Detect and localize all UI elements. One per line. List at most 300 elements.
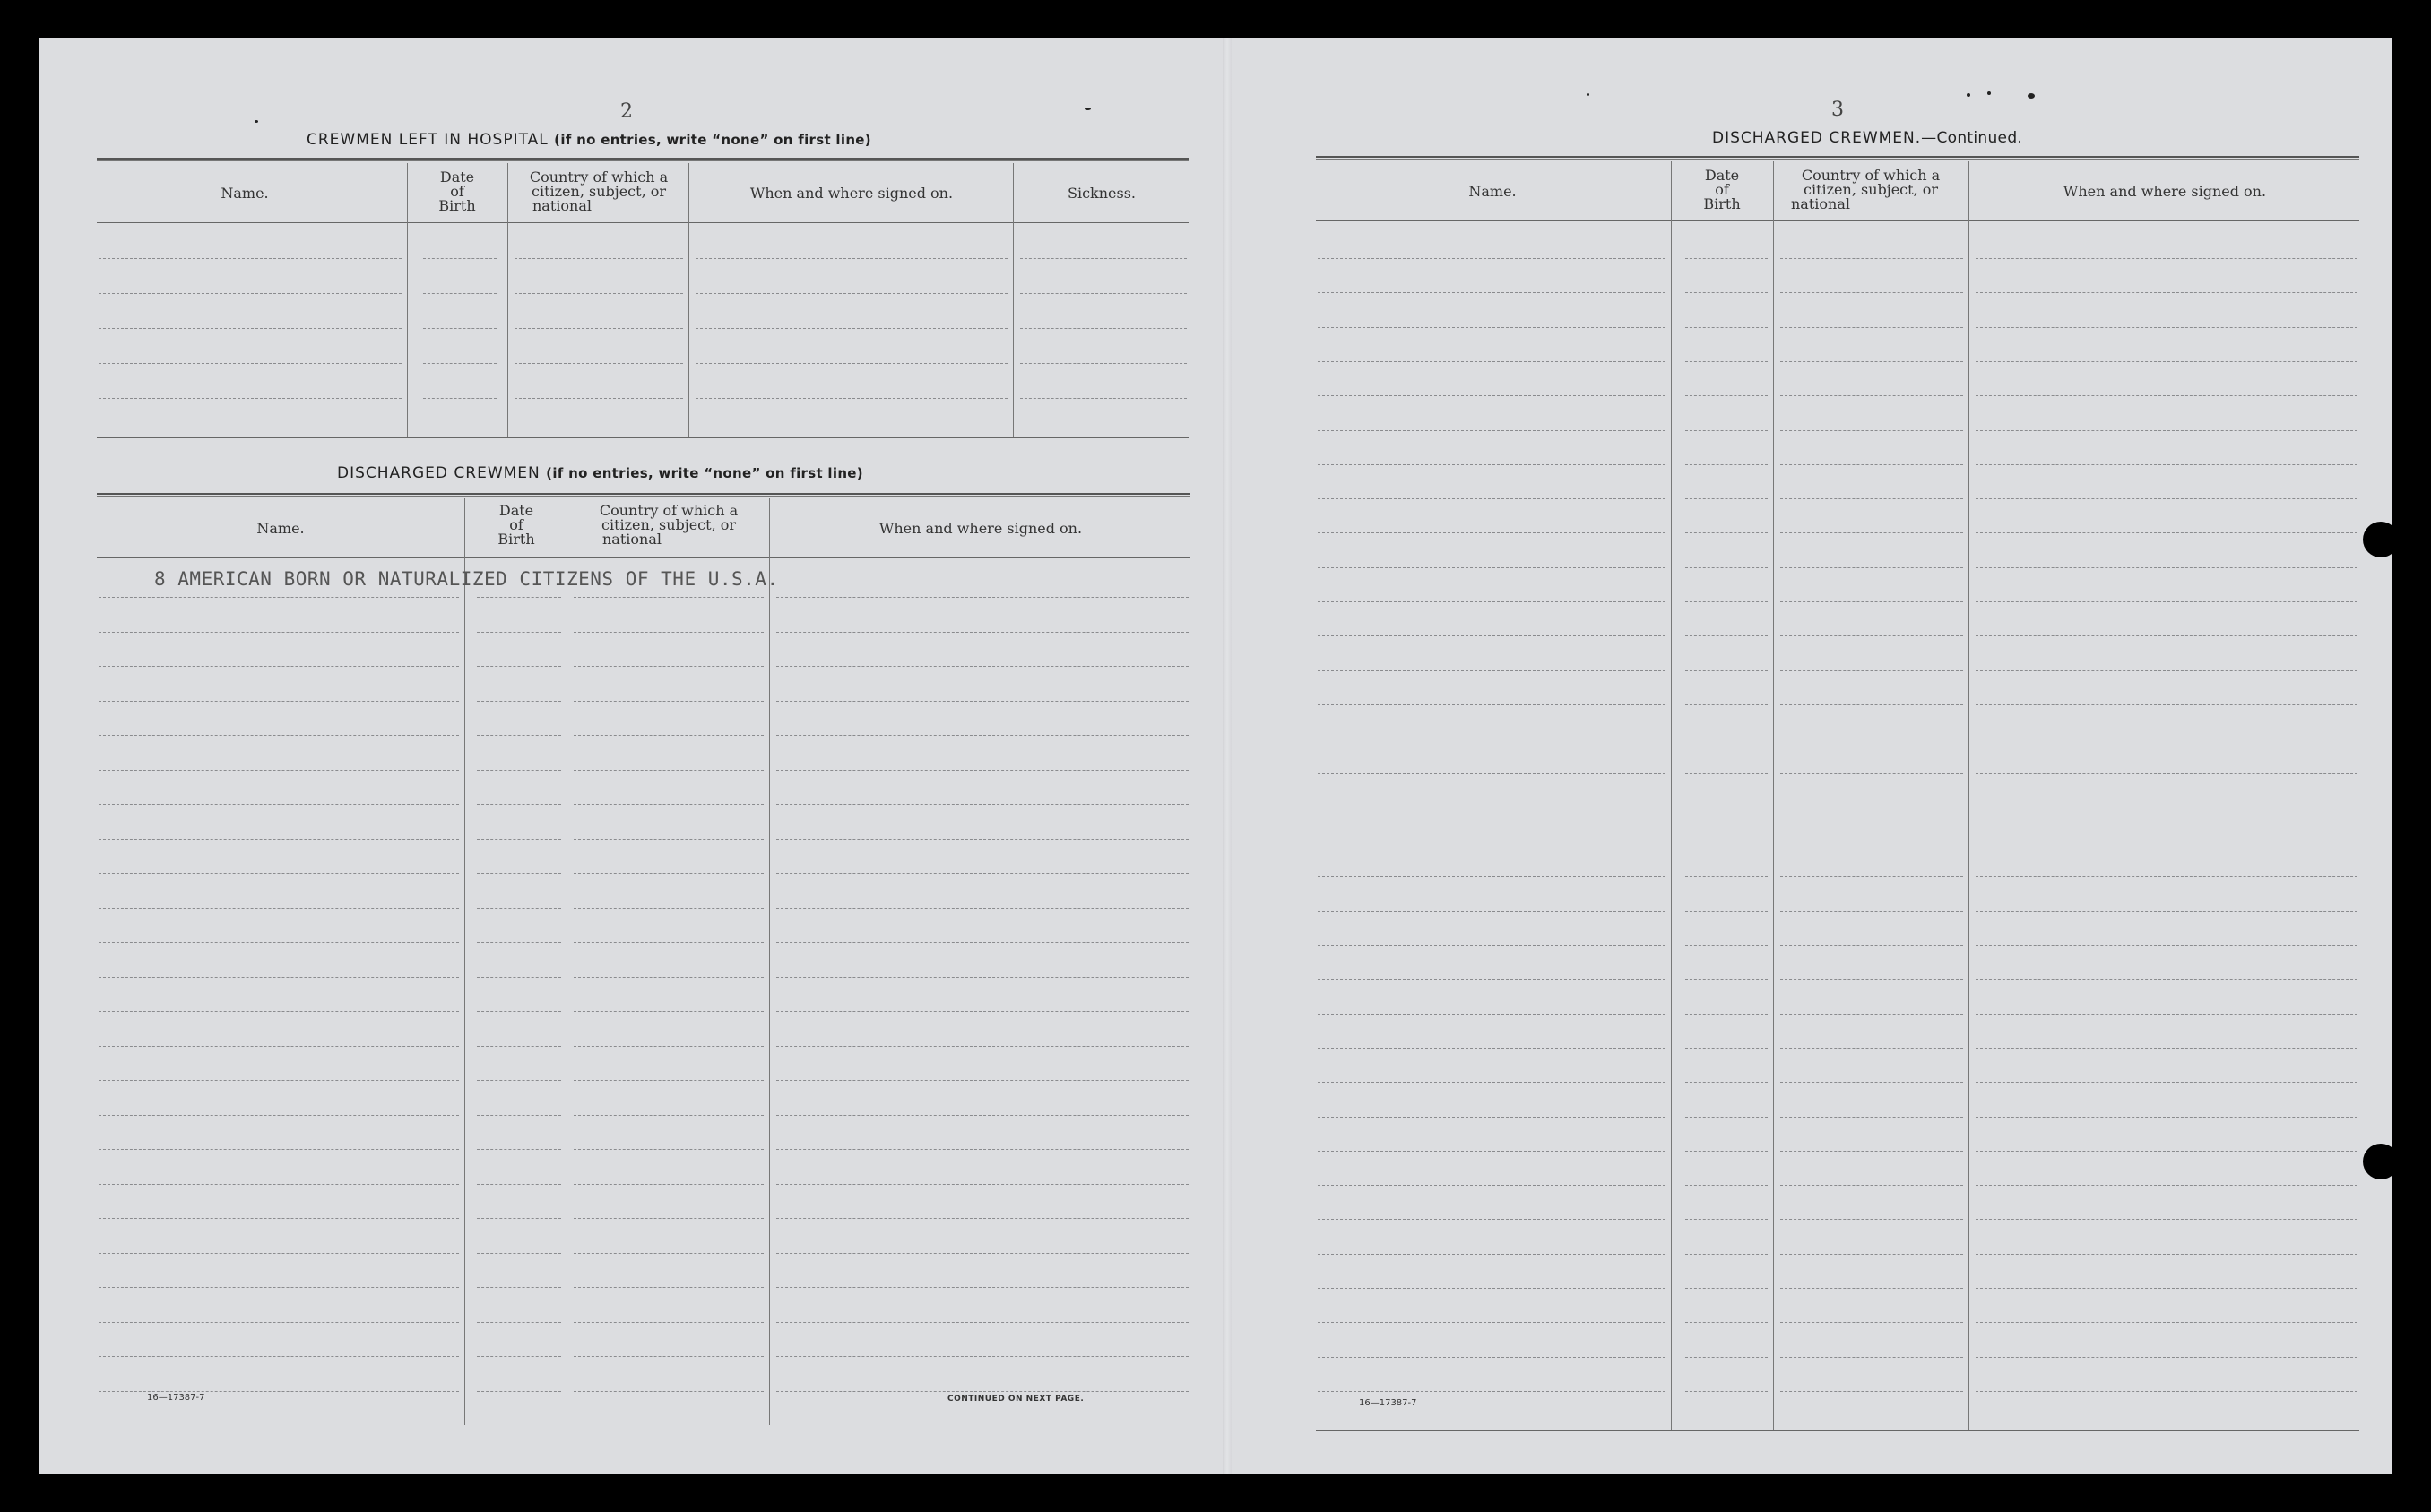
entry-line <box>1685 567 1768 568</box>
hdr-line: of <box>509 516 523 533</box>
entry-line <box>477 770 561 771</box>
page-number: 2 <box>620 100 633 123</box>
entry-line <box>776 666 1189 667</box>
entry-line <box>1780 498 1963 499</box>
entry-line <box>1685 876 1768 877</box>
column-divider <box>1671 161 1672 1430</box>
hdr-line: of <box>450 183 464 200</box>
entry-line <box>477 1080 561 1081</box>
entry-line <box>477 977 561 978</box>
hdr-line: Country of which a <box>529 168 669 186</box>
entry-line <box>1976 532 2357 533</box>
entry-line <box>1780 292 1963 293</box>
entry-line <box>1780 1185 1963 1186</box>
entry-line <box>1685 1219 1768 1220</box>
entry-line <box>776 942 1189 943</box>
column-divider <box>688 163 689 437</box>
entry-line <box>1685 670 1768 671</box>
entry-line <box>776 735 1189 736</box>
column-divider <box>507 163 508 437</box>
entry-line <box>1318 395 1665 396</box>
entry-line <box>1318 430 1665 431</box>
entry-line <box>1685 979 1768 980</box>
entry-line <box>477 942 561 943</box>
typed-entry: 8 AMERICAN BORN OR NATURALIZED CITIZENS OF THE U.S.A. <box>154 568 779 590</box>
entry-line <box>1020 258 1187 259</box>
entry-line <box>99 873 459 874</box>
entry-line <box>574 1184 764 1185</box>
entry-line <box>1318 1322 1665 1323</box>
entry-line <box>1780 430 1963 431</box>
entry-line <box>1020 398 1187 399</box>
entry-line <box>1318 635 1665 636</box>
entry-line <box>1318 670 1665 671</box>
entry-line <box>477 1253 561 1254</box>
entry-line <box>1318 498 1665 499</box>
hdr-line: Birth <box>438 197 476 214</box>
entry-line <box>1780 601 1963 602</box>
entry-line <box>776 908 1189 909</box>
entry-line <box>99 632 459 633</box>
right-section-title <box>1712 129 2022 147</box>
discharged-title-note: (if no entries, write “none” on first line) <box>546 465 863 481</box>
entry-line <box>1685 361 1768 362</box>
entry-line <box>1685 1151 1768 1152</box>
entry-line <box>1976 498 2357 499</box>
entry-line <box>574 839 764 840</box>
entry-line <box>477 666 561 667</box>
entry-line <box>776 1356 1189 1357</box>
discharged-col-signed: When and where signed on. <box>878 520 1083 537</box>
entry-line <box>1318 911 1665 912</box>
right-page <box>1232 38 2392 1474</box>
entry-line <box>1780 1357 1963 1358</box>
scan-speck <box>1987 91 1991 95</box>
entry-line <box>99 293 402 294</box>
entry-line <box>99 1046 459 1047</box>
entry-line <box>1685 1117 1768 1118</box>
entry-line <box>1976 773 2357 774</box>
discharged-top-rule <box>97 493 1190 497</box>
scan-speck <box>255 120 258 123</box>
page-number: 3 <box>1831 99 1844 121</box>
entry-line <box>776 1287 1189 1288</box>
entry-line <box>574 1011 764 1012</box>
entry-line <box>99 1011 459 1012</box>
entry-line <box>99 1356 459 1357</box>
entry-line <box>776 1391 1189 1392</box>
right-bottom-rule <box>1316 1430 2359 1431</box>
hospital-col-name: Name. <box>221 185 269 202</box>
hdr-line: of <box>1715 181 1729 198</box>
entry-line <box>477 839 561 840</box>
entry-line <box>1318 704 1665 705</box>
entry-line <box>1976 670 2357 671</box>
entry-line <box>1780 773 1963 774</box>
discharged-header-rule <box>97 557 1190 558</box>
entry-line <box>99 1253 459 1254</box>
entry-line <box>1780 979 1963 980</box>
entry-line <box>99 908 459 909</box>
entry-line <box>1020 328 1187 329</box>
entry-line <box>99 1322 459 1323</box>
entry-line <box>776 1184 1189 1185</box>
entry-line <box>1318 292 1665 293</box>
entry-line <box>99 977 459 978</box>
entry-line <box>1318 773 1665 774</box>
hdr-line: national <box>532 197 592 214</box>
entry-line <box>1318 1048 1665 1049</box>
entry-line <box>1780 1391 1963 1392</box>
entry-line <box>1685 395 1768 396</box>
entry-line <box>477 1011 561 1012</box>
discharged-col-country <box>568 504 769 547</box>
hospital-title-note: (if no entries, write “none” on first line) <box>554 132 871 148</box>
entry-line <box>477 632 561 633</box>
entry-line <box>99 942 459 943</box>
discharged-col-name: Name. <box>256 520 305 537</box>
entry-line <box>574 770 764 771</box>
entry-line <box>1976 1322 2357 1323</box>
entry-line <box>574 1218 764 1219</box>
hospital-section-title <box>307 131 871 149</box>
entry-line <box>1318 945 1665 946</box>
punch-hole <box>2363 1144 2399 1179</box>
scanned-document <box>39 38 2392 1474</box>
entry-line <box>574 1253 764 1254</box>
entry-line <box>574 1322 764 1323</box>
hdr-line: Birth <box>497 531 535 548</box>
entry-line <box>776 1080 1189 1081</box>
hdr-line: Date <box>439 168 475 186</box>
hdr-line: Country of which a <box>599 502 739 519</box>
entry-line <box>1780 1082 1963 1083</box>
entry-line <box>423 258 497 259</box>
entry-line <box>99 328 402 329</box>
entry-line <box>1318 1254 1665 1255</box>
entry-line <box>99 1391 459 1392</box>
entry-line <box>574 804 764 805</box>
entry-line <box>1976 1014 2357 1015</box>
entry-line <box>776 770 1189 771</box>
column-divider <box>1968 161 1969 1430</box>
entry-line <box>1976 395 2357 396</box>
entry-line <box>1780 1288 1963 1289</box>
discharged-section-title <box>337 464 863 482</box>
entry-line <box>1976 361 2357 362</box>
column-divider <box>407 163 408 437</box>
entry-line <box>99 597 459 598</box>
scan-speck <box>1085 108 1091 110</box>
entry-line <box>1976 601 2357 602</box>
left-page <box>39 38 1232 1474</box>
entry-line <box>1976 430 2357 431</box>
entry-line <box>1976 1219 2357 1220</box>
entry-line <box>99 701 459 702</box>
entry-line <box>1685 292 1768 293</box>
entry-line <box>1685 1322 1768 1323</box>
form-number: 16—17387-7 <box>1359 1398 1417 1408</box>
entry-line <box>776 1253 1189 1254</box>
entry-line <box>574 1080 764 1081</box>
entry-line <box>1976 464 2357 465</box>
entry-line <box>477 597 561 598</box>
entry-line <box>1318 1151 1665 1152</box>
entry-line <box>1318 1082 1665 1083</box>
entry-line <box>776 1115 1189 1116</box>
entry-line <box>776 1149 1189 1150</box>
punch-hole <box>2363 522 2399 557</box>
entry-line <box>99 1218 459 1219</box>
entry-line <box>1780 670 1963 671</box>
hospital-top-rule <box>97 158 1189 161</box>
continued-note: CONTINUED ON NEXT PAGE. <box>947 1395 1085 1404</box>
entry-line <box>99 804 459 805</box>
entry-line <box>1318 1357 1665 1358</box>
entry-line <box>1318 876 1665 877</box>
entry-line <box>1976 1048 2357 1049</box>
entry-line <box>1780 464 1963 465</box>
entry-line <box>99 1080 459 1081</box>
page-gutter <box>1223 38 1232 1474</box>
entry-line <box>776 1218 1189 1219</box>
entry-line <box>776 597 1189 598</box>
entry-line <box>477 804 561 805</box>
entry-line <box>1780 395 1963 396</box>
hospital-col-dob <box>409 170 506 213</box>
entry-line <box>1318 567 1665 568</box>
entry-line <box>515 398 683 399</box>
entry-line <box>1318 1288 1665 1289</box>
entry-line <box>776 1322 1189 1323</box>
entry-line <box>574 632 764 633</box>
entry-line <box>1780 1117 1963 1118</box>
entry-line <box>515 363 683 364</box>
entry-line <box>1780 876 1963 877</box>
entry-line <box>696 328 1008 329</box>
entry-line <box>423 293 497 294</box>
entry-line <box>1685 1185 1768 1186</box>
entry-line <box>1685 1357 1768 1358</box>
right-col-country <box>1775 168 1967 212</box>
entry-line <box>1685 532 1768 533</box>
hdr-line: citizen, subject, or <box>1803 181 1939 198</box>
entry-line <box>1685 1391 1768 1392</box>
entry-line <box>477 1149 561 1150</box>
entry-line <box>574 1391 764 1392</box>
entry-line <box>1020 293 1187 294</box>
entry-line <box>1685 1048 1768 1049</box>
entry-line <box>776 701 1189 702</box>
entry-line <box>574 1046 764 1047</box>
entry-line <box>515 328 683 329</box>
entry-line <box>99 363 402 364</box>
entry-line <box>776 632 1189 633</box>
entry-line <box>99 258 402 259</box>
entry-line <box>574 1115 764 1116</box>
hdr-line: national <box>1791 195 1850 212</box>
entry-line <box>1685 773 1768 774</box>
entry-line <box>477 1322 561 1323</box>
entry-line <box>1976 945 2357 946</box>
entry-line <box>1318 532 1665 533</box>
hospital-col-signed: When and where signed on. <box>749 185 954 202</box>
entry-line <box>1318 464 1665 465</box>
entry-line <box>1780 258 1963 259</box>
entry-line <box>574 977 764 978</box>
entry-line <box>99 666 459 667</box>
entry-line <box>1976 1082 2357 1083</box>
scan-speck <box>2028 93 2035 99</box>
entry-line <box>99 1184 459 1185</box>
entry-line <box>477 701 561 702</box>
right-col-signed: When and where signed on. <box>2063 183 2267 200</box>
entry-line <box>776 804 1189 805</box>
entry-line <box>776 873 1189 874</box>
entry-line <box>1318 327 1665 328</box>
entry-line <box>1976 635 2357 636</box>
entry-line <box>574 597 764 598</box>
entry-line <box>477 1356 561 1357</box>
entry-line <box>1685 258 1768 259</box>
form-number: 16—17387-7 <box>147 1393 205 1403</box>
entry-line <box>574 701 764 702</box>
entry-line <box>1685 1288 1768 1289</box>
entry-line <box>1976 1391 2357 1392</box>
hdr-line: national <box>602 531 662 548</box>
entry-line <box>477 1218 561 1219</box>
entry-line <box>776 1046 1189 1047</box>
entry-line <box>1780 532 1963 533</box>
entry-line <box>1685 327 1768 328</box>
entry-line <box>477 1391 561 1392</box>
entry-line <box>1780 1014 1963 1015</box>
entry-line <box>574 942 764 943</box>
column-divider <box>769 498 770 1425</box>
entry-line <box>1976 979 2357 980</box>
hdr-line: citizen, subject, or <box>531 183 667 200</box>
entry-line <box>1976 327 2357 328</box>
entry-line <box>1780 945 1963 946</box>
entry-line <box>1780 1151 1963 1152</box>
right-col-dob <box>1673 168 1771 212</box>
entry-line <box>1318 1014 1665 1015</box>
entry-line <box>1976 704 2357 705</box>
hdr-line: Date <box>1704 167 1740 184</box>
entry-line <box>696 258 1008 259</box>
entry-line <box>1780 635 1963 636</box>
entry-line <box>1780 327 1963 328</box>
entry-line <box>1976 1357 2357 1358</box>
entry-line <box>1976 258 2357 259</box>
entry-line <box>776 839 1189 840</box>
entry-line <box>574 666 764 667</box>
entry-line <box>1020 363 1187 364</box>
hospital-bottom-rule <box>97 437 1189 438</box>
entry-line <box>1318 361 1665 362</box>
entry-line <box>1685 601 1768 602</box>
right-header-rule <box>1316 220 2359 221</box>
entry-line <box>1780 704 1963 705</box>
entry-line <box>574 735 764 736</box>
right-top-rule <box>1316 156 2359 160</box>
entry-line <box>1318 979 1665 980</box>
entry-line <box>1685 1082 1768 1083</box>
entry-line <box>477 1287 561 1288</box>
entry-line <box>99 398 402 399</box>
column-divider <box>464 498 465 1425</box>
entry-line <box>1685 1254 1768 1255</box>
entry-line <box>1318 1219 1665 1220</box>
entry-line <box>1976 1288 2357 1289</box>
entry-line <box>423 328 497 329</box>
entry-line <box>696 398 1008 399</box>
entry-line <box>1318 258 1665 259</box>
entry-line <box>515 258 683 259</box>
entry-line <box>1685 704 1768 705</box>
column-divider <box>1013 163 1014 437</box>
hdr-line: Date <box>498 502 534 519</box>
entry-line <box>1976 1185 2357 1186</box>
right-title-text: DISCHARGED CREWMEN. <box>1712 129 1922 147</box>
entry-line <box>477 873 561 874</box>
hdr-line: citizen, subject, or <box>601 516 737 533</box>
entry-line <box>477 1115 561 1116</box>
hdr-line: Country of which a <box>1801 167 1941 184</box>
entry-line <box>1780 911 1963 912</box>
hdr-line: Birth <box>1703 195 1741 212</box>
entry-line <box>574 1149 764 1150</box>
hospital-title-text: CREWMEN LEFT IN HOSPITAL <box>307 131 549 149</box>
discharged-col-dob <box>466 504 567 547</box>
entry-line <box>1685 945 1768 946</box>
entry-line <box>1976 1117 2357 1118</box>
entry-line <box>1780 1219 1963 1220</box>
scan-speck <box>1967 93 1970 97</box>
entry-line <box>1318 601 1665 602</box>
entry-line <box>1976 911 2357 912</box>
entry-line <box>99 839 459 840</box>
entry-line <box>574 873 764 874</box>
entry-line <box>99 1149 459 1150</box>
entry-line <box>423 398 497 399</box>
entry-line <box>477 1046 561 1047</box>
entry-line <box>1685 498 1768 499</box>
entry-line <box>477 908 561 909</box>
entry-line <box>776 977 1189 978</box>
entry-line <box>99 1287 459 1288</box>
entry-line <box>1780 1254 1963 1255</box>
entry-line <box>99 735 459 736</box>
entry-line <box>99 770 459 771</box>
entry-line <box>1685 911 1768 912</box>
entry-line <box>574 1287 764 1288</box>
entry-line <box>574 908 764 909</box>
entry-line <box>1685 635 1768 636</box>
hospital-col-sickness: Sickness. <box>1067 185 1136 202</box>
entry-line <box>1976 1151 2357 1152</box>
entry-line <box>1685 464 1768 465</box>
entry-line <box>696 293 1008 294</box>
right-title-suffix: —Continued. <box>1921 129 2023 147</box>
entry-line <box>1780 567 1963 568</box>
entry-line <box>776 1011 1189 1012</box>
entry-line <box>1976 1254 2357 1255</box>
entry-line <box>1976 567 2357 568</box>
entry-line <box>1780 1322 1963 1323</box>
entry-line <box>477 1184 561 1185</box>
entry-line <box>696 363 1008 364</box>
